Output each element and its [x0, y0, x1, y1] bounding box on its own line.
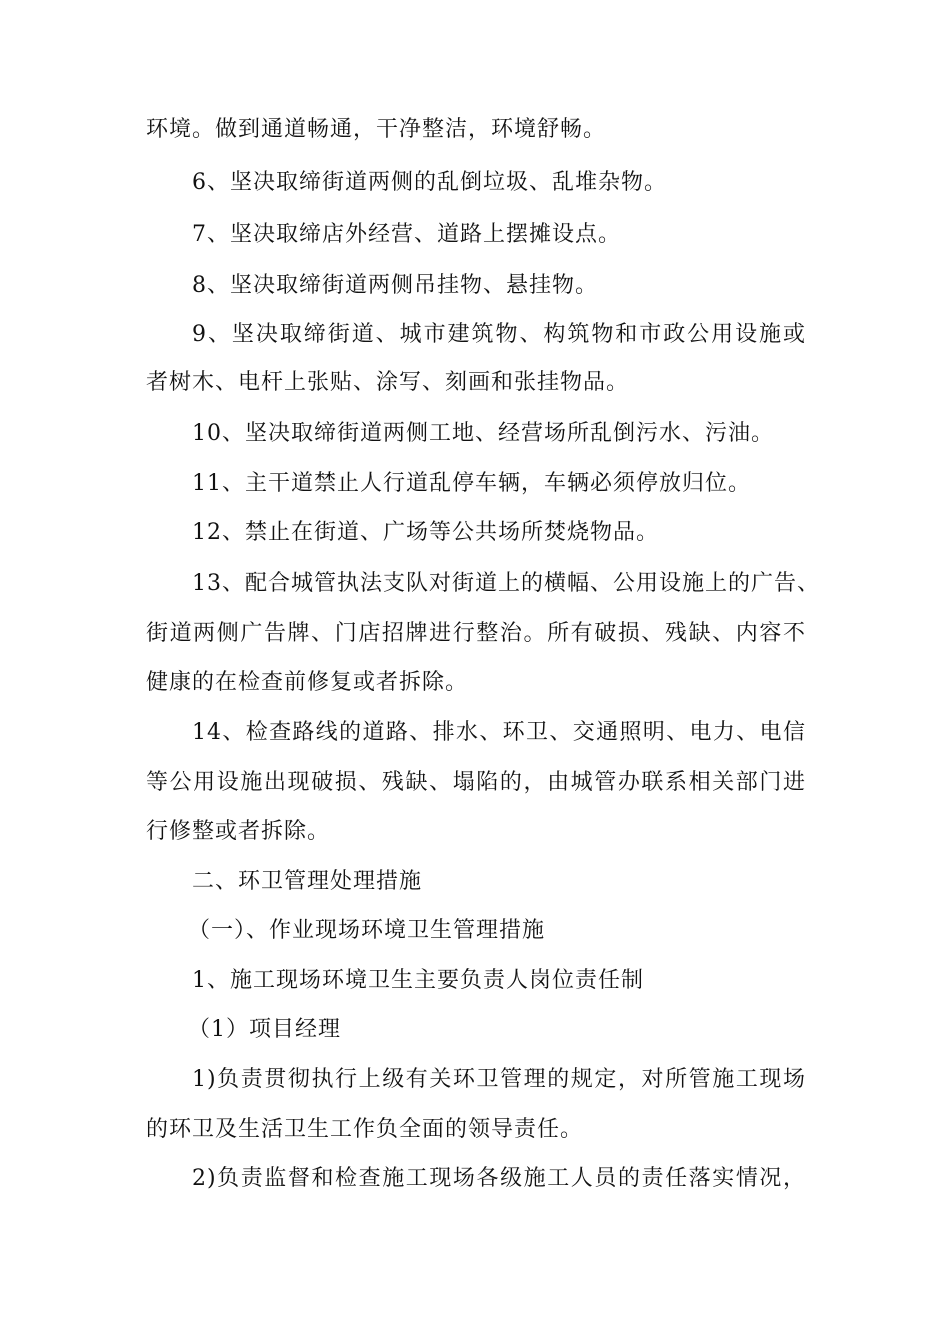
- text-line: 者树木、电杆上张贴、涂写、刻画和张挂物品。: [146, 370, 630, 395]
- text-line: 的环卫及生活卫生工作负全面的领导责任。: [146, 1117, 584, 1142]
- list-item: 13、配合城管执法支队对街道上的横幅、公用设施上的广告、: [192, 571, 820, 596]
- text-line: 行修整或者拆除。: [146, 819, 331, 844]
- list-item: 1)负责贯彻执行上级有关环卫管理的规定，对所管施工现场: [192, 1067, 806, 1092]
- list-item: 11、主干道禁止人行道乱停车辆，车辆必须停放归位。: [192, 471, 751, 496]
- list-item: 2)负责监督和检查施工现场各级施工人员的责任落实情况，: [192, 1166, 806, 1191]
- text-line: 街道两侧广告牌、门店招牌进行整治。所有破损、残缺、内容不: [146, 621, 806, 646]
- text-line: 健康的在检查前修复或者拆除。: [146, 670, 469, 695]
- subsection-heading: （1）项目经理: [188, 1017, 341, 1042]
- list-item: 10、坚决取缔街道两侧工地、经营场所乱倒污水、污油。: [192, 421, 774, 446]
- subsection-heading: （一）、作业现场环境卫生管理措施: [188, 918, 546, 943]
- list-item: 1、施工现场环境卫生主要负责人岗位责任制: [192, 968, 644, 993]
- list-item: 9、坚决取缔街道、城市建筑物、构筑物和市政公用设施或: [192, 322, 806, 347]
- list-item: 7、坚决取缔店外经营、道路上摆摊设点。: [192, 222, 621, 247]
- list-item: 8、坚决取缔街道两侧吊挂物、悬挂物。: [192, 273, 598, 298]
- section-heading: 二、环卫管理处理措施: [192, 869, 423, 894]
- list-item: 6、坚决取缔街道两侧的乱倒垃圾、乱堆杂物。: [192, 170, 667, 195]
- list-item: 12、禁止在街道、广场等公共场所焚烧物品。: [192, 520, 659, 545]
- text-line: 环境。做到通道畅通，干净整洁，环境舒畅。: [146, 117, 607, 142]
- text-line: 等公用设施出现破损、残缺、塌陷的，由城管办联系相关部门进: [146, 770, 806, 795]
- list-item: 14、检查路线的道路、排水、环卫、交通照明、电力、电信: [192, 720, 806, 745]
